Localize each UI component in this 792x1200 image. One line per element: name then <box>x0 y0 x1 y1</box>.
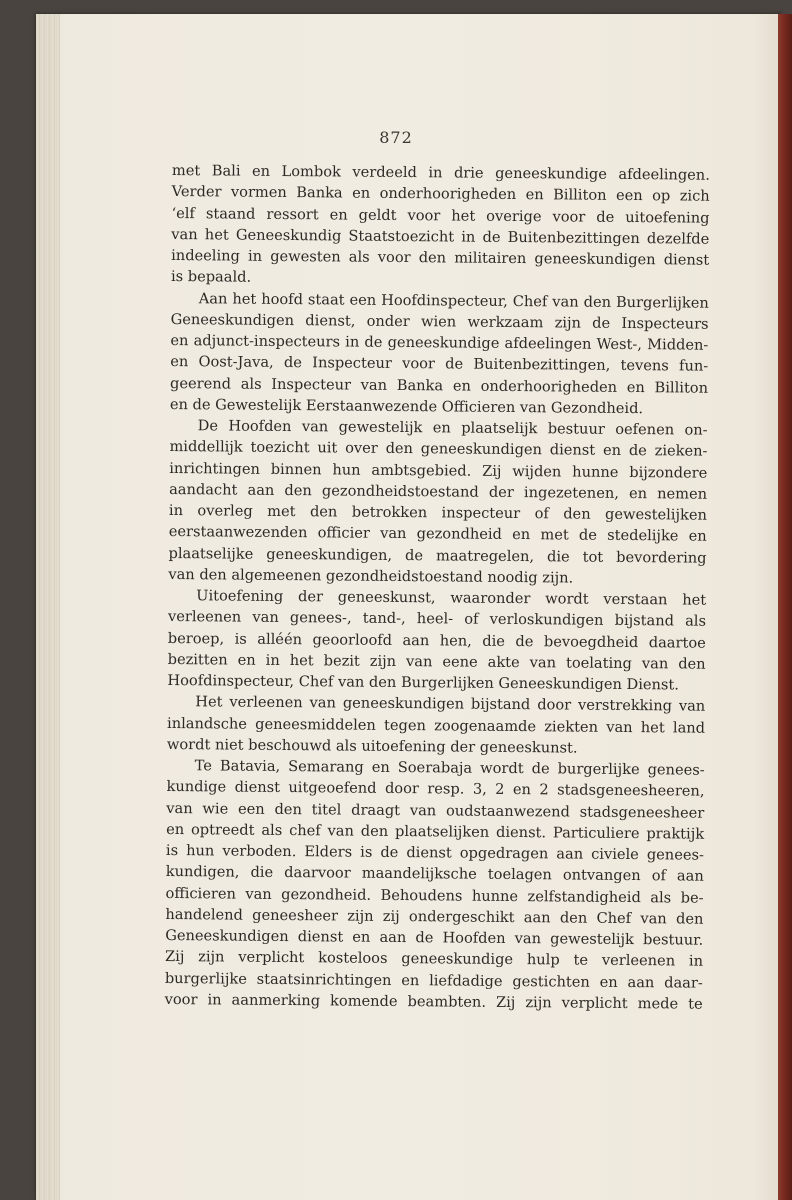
text-line: in overleg met den betrokken inspecteur of den gewestelijken <box>168 501 707 524</box>
text-line: en Oost-Java, de Inspecteur voor de Buitenbezittingen, tevens fun- <box>170 353 709 375</box>
text-line: van wie een den titel draagt van oudstaanwezend stadsgeneesheer <box>166 799 705 822</box>
text-line: indeeling in gewesten als voor den militairen geneeskundigen dienst <box>171 246 710 269</box>
text-line: De Hoofden van gewestelijk en plaatselijk bestuur oefenen on- <box>197 417 708 439</box>
text-line: met Bali en Lombok verdeeld in drie geneeskundige afdeelingen. <box>171 161 710 184</box>
text-line: van het Geneeskundig Staatstoezicht in de Buitenbezittingen dezelfde <box>171 225 710 248</box>
text-line: burgerlijke staatsinrichtingen en liefdadige gestichten en aan daar- <box>164 969 703 992</box>
text-line: handelend geneesheer zijn zij ondergeschikt aan den Chef van den <box>165 905 704 928</box>
text-line: voor in aanmerking komende beambten. Zij zijn verplicht mede te <box>164 990 703 1013</box>
text-line: Te Batavia, Semarang en Soerabaja wordt de burgerlijke genees- <box>194 757 705 779</box>
text-line: ‘elf staand ressort en geldt voor het overige voor de uitoefening <box>171 204 710 227</box>
text-line: verleenen van genees-, tand-, heel- of verloskundigen bijstand als <box>167 608 707 630</box>
page-edges <box>36 14 60 1200</box>
text-line: Geneeskundigen dienst, onder wien werkzaam zijn de Inspecteurs <box>170 310 709 333</box>
text-line: Geneeskundigen dienst en aan de Hoofden van gewestelijk bestuur. <box>165 926 704 949</box>
text-line: beroep, is alléén geoorloofd aan hen, die de bevoegdheid daartoe <box>167 629 706 652</box>
text-line: inlandsche geneesmiddelen tegen zoogenaamde ziekten van het land <box>167 714 706 737</box>
text-line: Hoofdinspecteur, Chef van den Burgerlijken Geneeskundigen Dienst. <box>167 671 680 694</box>
text-line: eerstaanwezenden officier van gezondheid en met de stedelijke en <box>168 523 707 545</box>
text-line: Uitoefening der geneeskunst, waaronder wordt verstaan het <box>196 587 707 609</box>
text-line: plaatselijke geneeskundigen, de maatregelen, die tot bevordering <box>168 544 707 567</box>
text-line: Verder vormen Banka en onderhoorigheden en Billiton een op zich <box>171 183 710 205</box>
text-line: en adjunct-inspecteurs in de geneeskundige afdeelingen West-, Midden- <box>170 331 709 354</box>
text-line: bezitten en in het bezit zijn van eene akte van toelating van den <box>167 650 706 673</box>
text-line: wordt niet beschouwd als uitoefening der geneeskunst. <box>166 735 578 757</box>
text-line: officieren van gezondheid. Behoudens hunne zelfstandigheid als be- <box>165 884 704 907</box>
text-line: inrichtingen binnen hun ambtsgebied. Zij wijden hunne bijzondere <box>169 459 708 482</box>
text-line: Aan het hoofd staat een Hoofdinspecteur, Chef van den Burgerlijken <box>198 289 709 312</box>
text-line: kundigen, die daarvoor maandelijksche toelagen ontvangen of aan <box>165 863 704 885</box>
text-line: middellijk toezicht uit over den geneeskundigen dienst en de zieken- <box>169 438 708 460</box>
text-line: is hun verboden. Elders is de dienst opgedragen aan civiele genees- <box>165 841 705 864</box>
text-line: en de Gewestelijk Eerstaanwezende Officieren van Gezondheid. <box>169 395 644 417</box>
page-number: 872 <box>379 128 413 147</box>
text-line: Het verleenen van geneeskundigen bijstand door verstrekking van <box>195 693 706 715</box>
body-text <box>165 160 710 1015</box>
text-line: en optreedt als chef van den plaatselijken dienst. Particuliere praktijk <box>166 820 705 843</box>
text-line: Zij zijn verplicht kosteloos geneeskundige hulp te verleenen in <box>164 948 704 970</box>
text-line: kundige dienst uitgeoefend door resp. 3, 2 en 2 stadsgeneesheeren, <box>166 778 705 800</box>
text-line: van den algemeenen gezondheidstoestand noodig zijn. <box>168 565 574 587</box>
text-line: aandacht aan den gezondheidstoestand der ingezetenen, en nemen <box>169 480 708 503</box>
text-line: is bepaald. <box>170 268 252 286</box>
text-line: geerend als Inspecteur van Banka en onderhoorigheden en Billiton <box>169 374 709 397</box>
book-cover-edge <box>778 14 792 1200</box>
